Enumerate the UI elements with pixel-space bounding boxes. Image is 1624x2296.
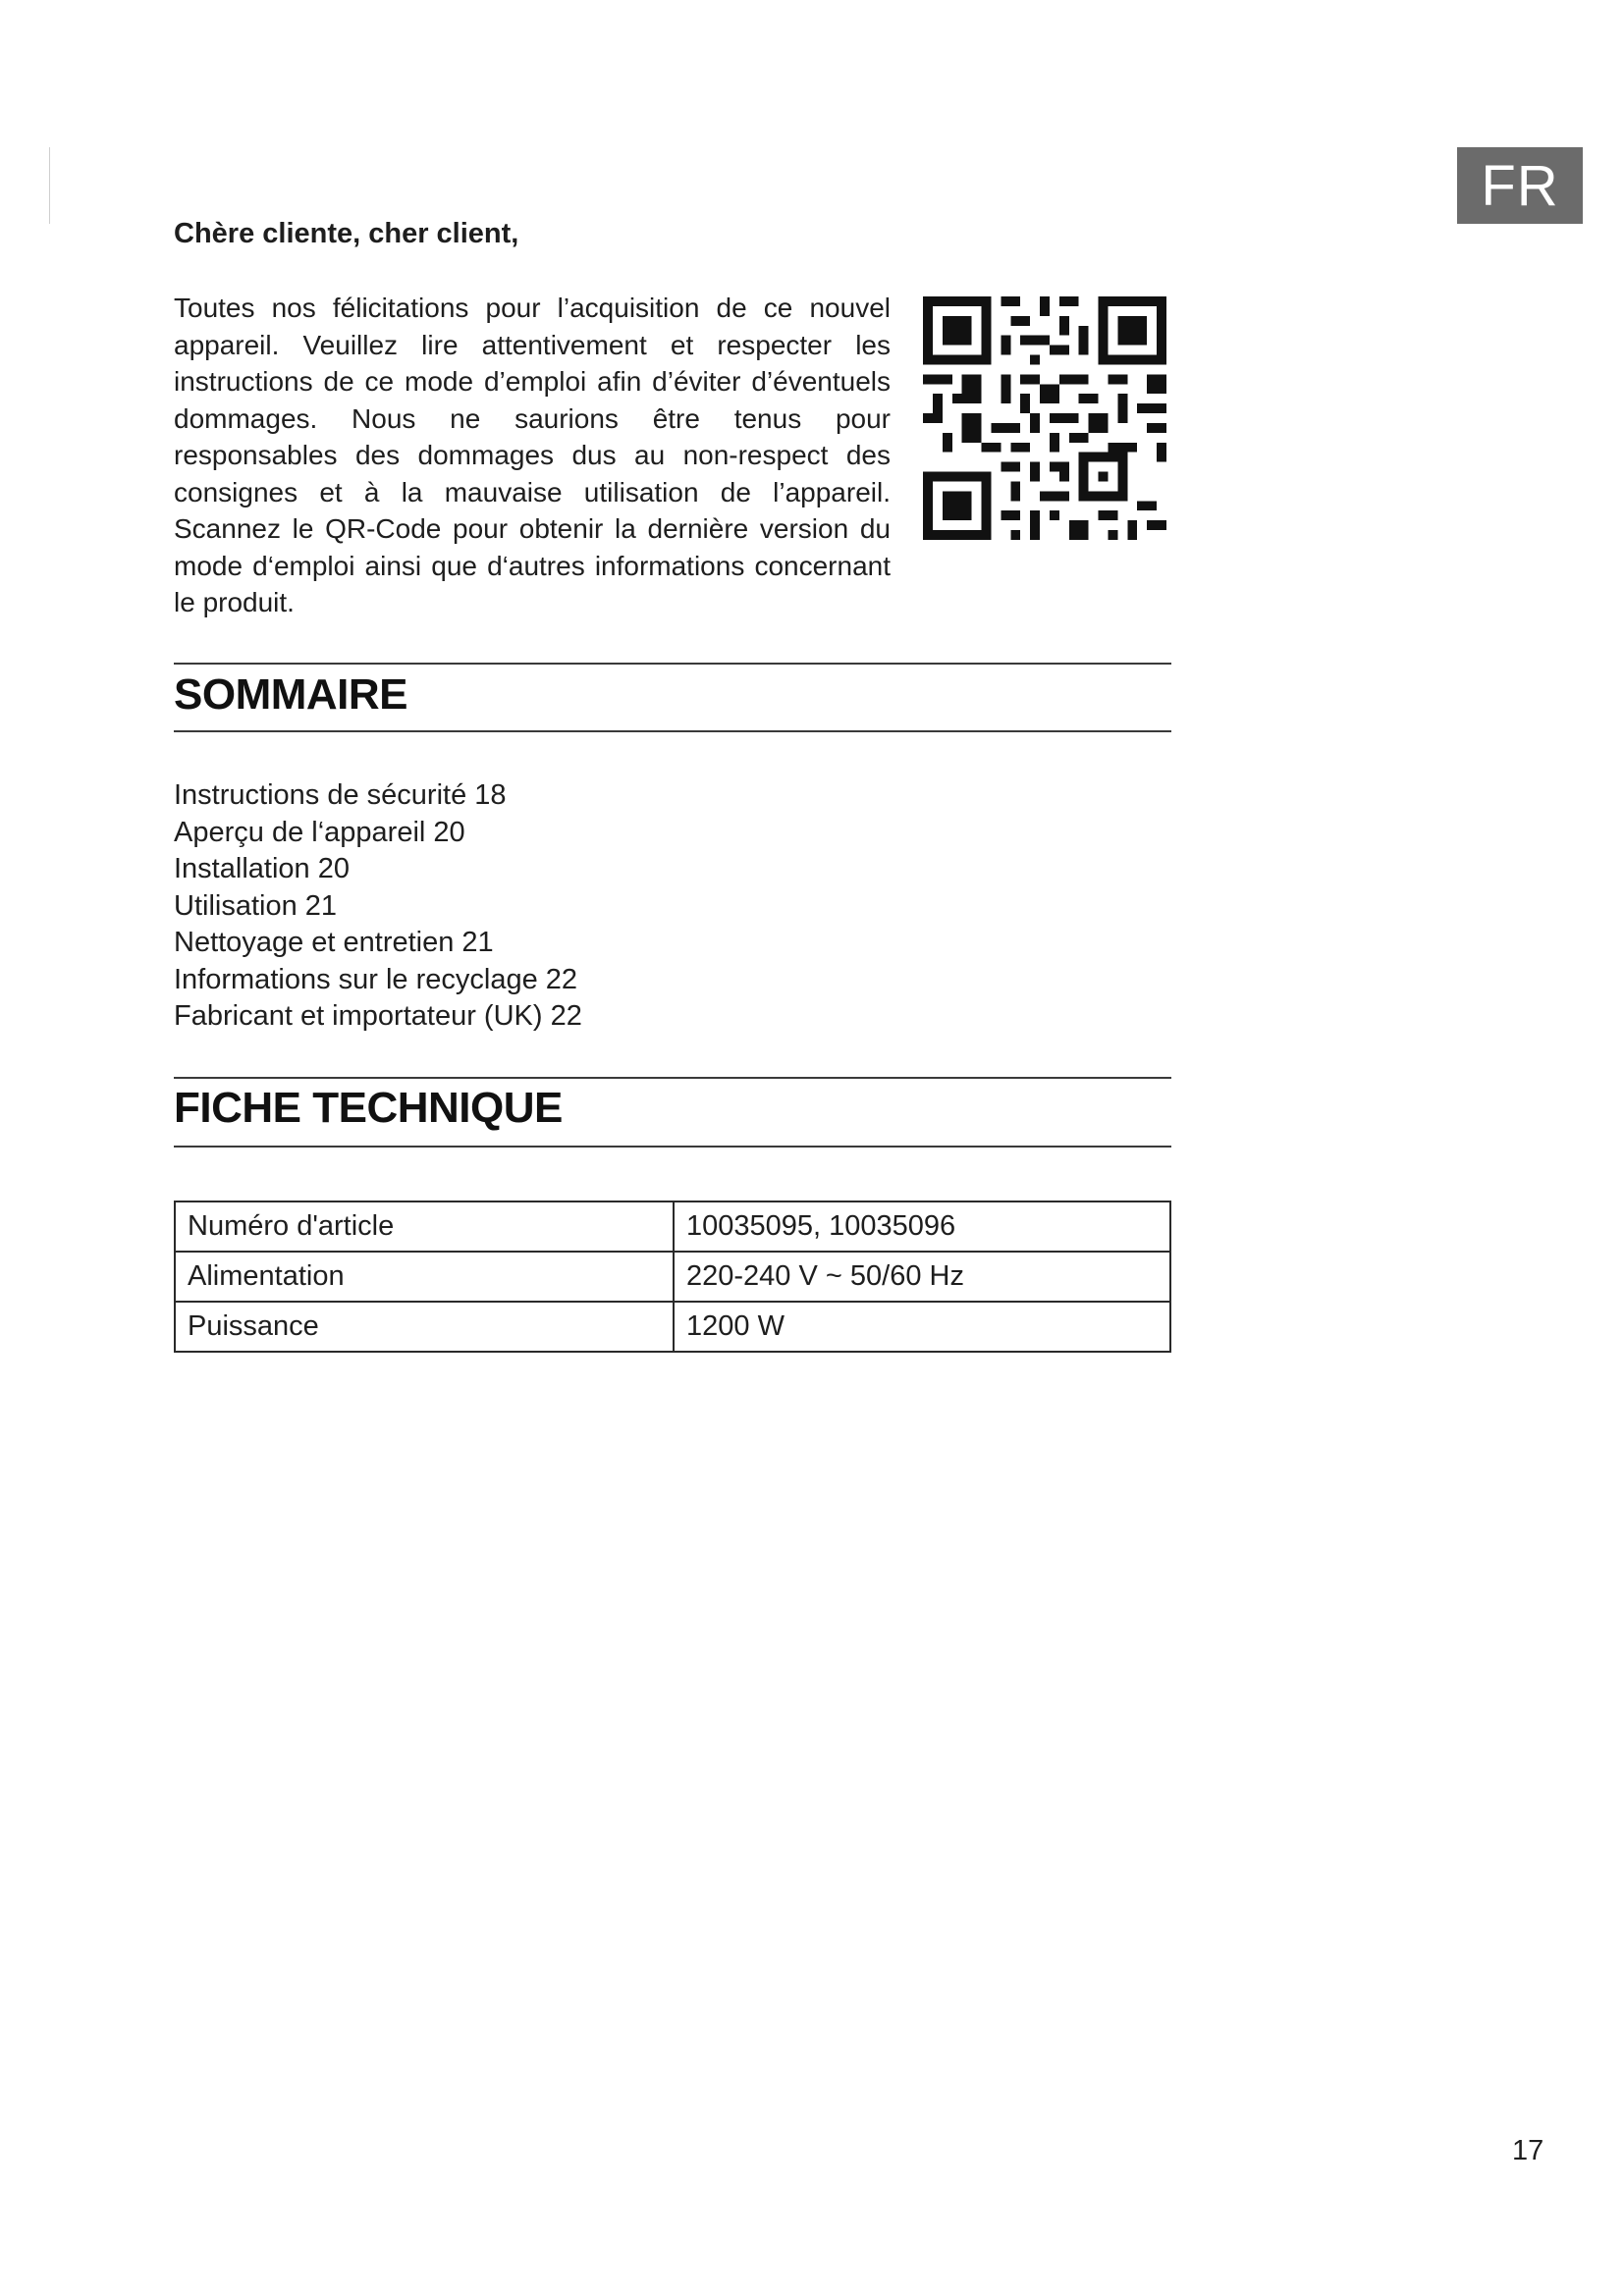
- summary-list: [174, 777, 582, 1036]
- page-number: 17: [1512, 2135, 1544, 2166]
- specs-bottom-rule: [174, 1146, 1171, 1148]
- spec-value: 10035095, 10035096: [674, 1201, 1170, 1252]
- summary-bottom-rule: [174, 730, 1171, 732]
- spec-value: 220-240 V ~ 50/60 Hz: [674, 1252, 1170, 1302]
- summary-item: Fabricant et importateur (UK) 22: [174, 1000, 582, 1032]
- summary-item: Informations sur le recyclage 22: [174, 963, 578, 995]
- spec-table: [174, 1201, 1171, 1353]
- summary-item: Aperçu de l‘appareil 20: [174, 816, 465, 848]
- spec-label: Numéro d'article: [175, 1201, 674, 1252]
- table-row: [175, 1201, 1170, 1252]
- spec-label: Puissance: [175, 1302, 674, 1352]
- specs-title: FICHE TECHNIQUE: [174, 1084, 563, 1132]
- margin-line: [49, 147, 50, 224]
- language-tab: FR: [1457, 147, 1583, 224]
- summary-top-rule: [174, 663, 1171, 665]
- salutation: Chère cliente, cher client,: [174, 218, 519, 249]
- table-row: [175, 1302, 1170, 1352]
- summary-title: SOMMAIRE: [174, 670, 407, 719]
- summary-item: Instructions de sécurité 18: [174, 779, 507, 811]
- summary-item: Installation 20: [174, 853, 350, 884]
- spec-label: Alimentation: [175, 1252, 674, 1302]
- specs-top-rule: [174, 1077, 1171, 1079]
- summary-item: Nettoyage et entretien 21: [174, 927, 494, 958]
- spec-value: 1200 W: [674, 1302, 1170, 1352]
- intro-paragraph: Toutes nos félicitations pour l’acquisition de ce nouvel appareil. Veuillez lire attentivement et respecter les instructions de ce mode d’emploi afin d’éviter d’éventuels dommages. Nous ne saurions être tenus pour responsables des dommages dus au non-respect des consignes et à la mauvaise utilisation de l’appareil. Scannez le QR-Code pour obtenir la dernière version du mode d‘emploi ainsi que d‘autres informations concernant le produit.: [174, 293, 891, 617]
- summary-item: Utilisation 21: [174, 889, 338, 922]
- qr-code: [923, 296, 1166, 540]
- table-row: [175, 1252, 1170, 1302]
